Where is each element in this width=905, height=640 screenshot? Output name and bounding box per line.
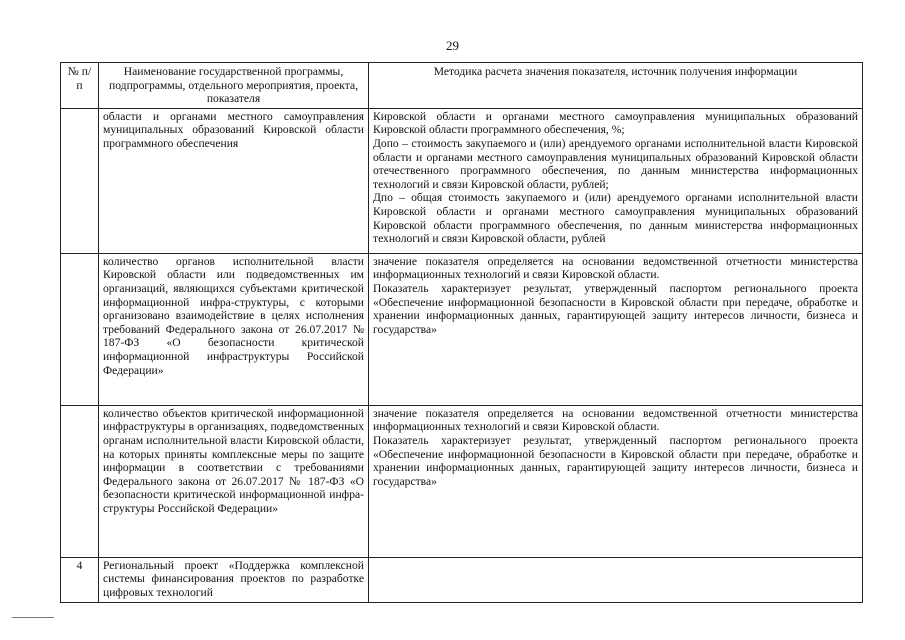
scan-edge-mark	[12, 617, 54, 618]
method-paragraph: значение показателя определяется на основании ведомственной отчетности министерства информационных технологий и связи Кировской области.	[373, 406, 858, 434]
row-name: количество органов исполнительной власти Кировской области или подведомственных им организаций, являющихся субъектами критической информационной инфра-структуры, с которыми организовано взаимодействие в целях исполнения требований Федерального закона от 26.07.2017 № 187-ФЗ «О безопасности критической информационной инфраструктуры Российской Федерации»	[99, 253, 369, 405]
row-number	[61, 405, 99, 557]
row-number: 4	[61, 557, 99, 602]
table-row	[61, 253, 863, 405]
table-row	[61, 108, 863, 253]
method-paragraph: Дпо – общая стоимость закупаемого и (или) арендуемого органами исполнительной власти Кировской области и органами местного самоуправления муниципальных образований Кировской области программного обеспечения, по данным министерства информационных технологий и связи Кировской области, рублей	[373, 191, 858, 246]
header-name: Наименование государственной программы, подпрограммы, отдельного мероприятия, проекта, показателя	[99, 63, 369, 109]
row-method	[369, 405, 863, 557]
row-method	[369, 108, 863, 253]
header-method: Методика расчета значения показателя, источник получения информации	[369, 63, 863, 109]
row-method	[369, 253, 863, 405]
row-name: количество объектов критической информационной инфраструктуры в организациях, подведомственных органам исполнительной власти Кировской области, на которых приняты комплексные меры по защите информации в соответствии с требованиями Федерального закона от 26.07.2017 № 187-ФЗ «О безопасности критической информационной инфра-структуры Российской Федерации»	[99, 405, 369, 557]
row-name: области и органами местного самоуправления муниципальных образований Кировской области программного обеспечения	[99, 108, 369, 253]
row-number	[61, 108, 99, 253]
page-number: 29	[446, 38, 459, 53]
method-paragraph: значение показателя определяется на основании ведомственной отчетности министерства информационных технологий и связи Кировской области.	[373, 254, 858, 282]
table-header-row	[61, 63, 863, 109]
table-row	[61, 557, 863, 602]
method-paragraph: Показатель характеризует результат, утвержденный паспортом регионального проекта «Обеспечение информационной безопасности в Кировской области при передаче, обработке и хранении информационных данных, гарантирующей защиту интересов личности, бизнеса и государства»	[373, 433, 858, 488]
table-row	[61, 405, 863, 557]
row-number	[61, 253, 99, 405]
header-number: № п/п	[61, 63, 99, 109]
row-name: Региональный проект «Поддержка комплексной системы финансирования проектов по разработке цифровых технологий	[99, 557, 369, 602]
method-paragraph: Показатель характеризует результат, утвержденный паспортом регионального проекта «Обеспечение информационной безопасности в Кировской области при передаче, обработке и хранении информационных данных, гарантирующей защиту интересов личности, бизнеса и государства»	[373, 281, 858, 336]
row-method	[369, 557, 863, 602]
method-paragraph: Кировской области и органами местного самоуправления муниципальных образований Кировской области программного обеспечения, %;	[373, 109, 858, 137]
method-paragraph: Допо – стоимость закупаемого и (или) арендуемого органами исполнительной власти Кировской области и органами местного самоуправления муниципальных образований Кировской области отечественного программного обеспечения, по данным министерства информационных технологий и связи Кировской области, рублей;	[373, 136, 858, 191]
methodology-table	[60, 62, 863, 603]
